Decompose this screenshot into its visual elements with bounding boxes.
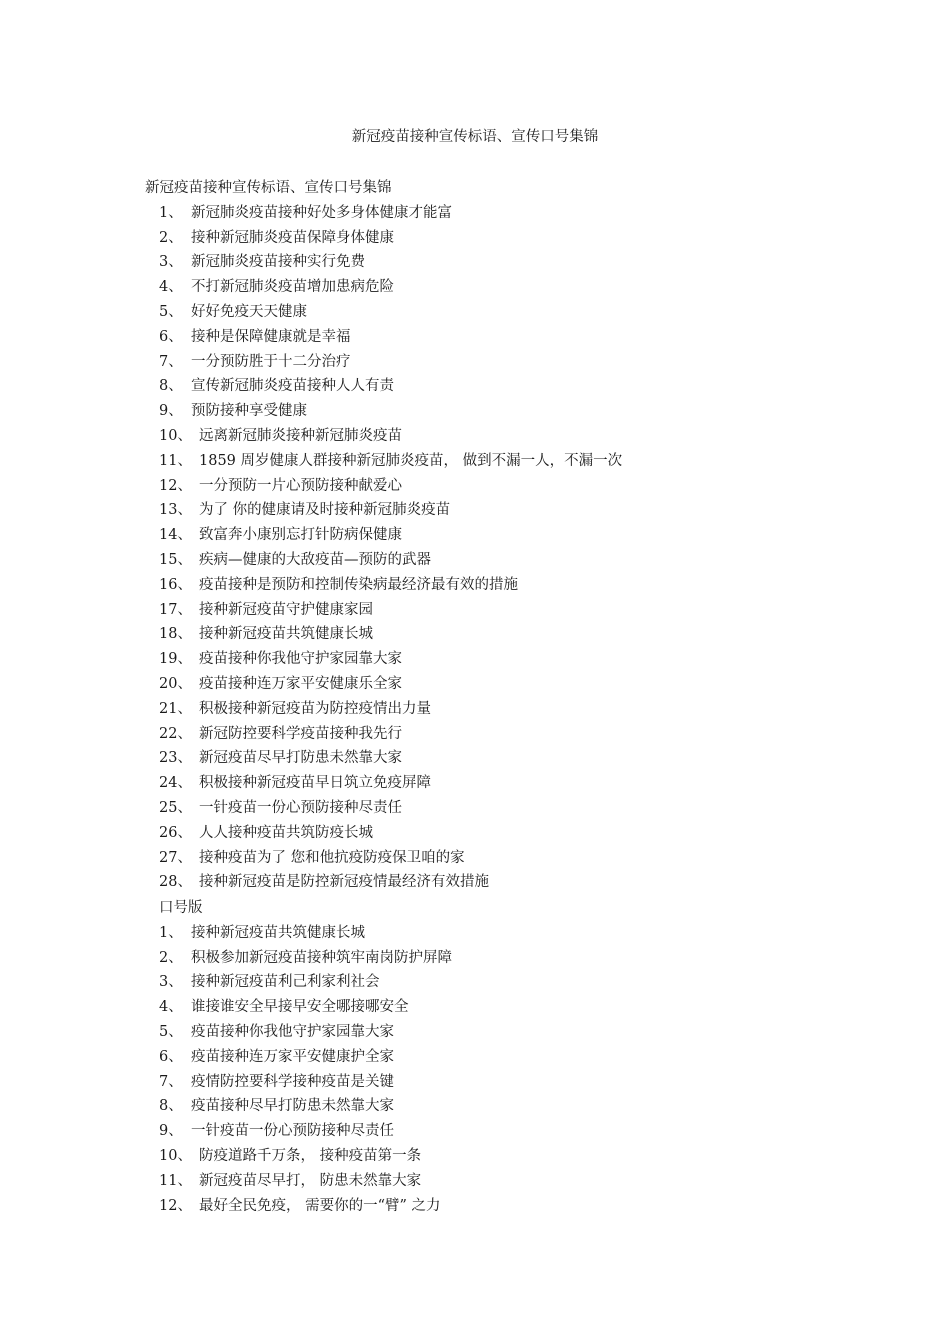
item-text: 疾病—健康的大敌疫苗—预防的武器	[199, 551, 431, 568]
list-item	[145, 771, 622, 796]
document-title: 新冠疫苗接种宣传标语、宣传口号集锦	[351, 129, 599, 145]
item-text: 疫情防控要科学接种疫苗是关键	[191, 1073, 394, 1090]
list-item	[145, 622, 622, 647]
item-text: 不打新冠肺炎疫苗增加患病危险	[191, 279, 394, 296]
item-number: 24、	[159, 775, 192, 792]
list-item	[145, 350, 622, 375]
list-item	[145, 275, 622, 300]
item-number: 23、	[159, 750, 192, 767]
item-text: 积极参加新冠疫苗接种筑牢南岗防护屏障	[191, 949, 452, 966]
item-text: 防疫道路千万条， 接种疫苗第一条	[199, 1147, 422, 1164]
list-item	[145, 921, 452, 946]
item-text: 新冠疫苗尽早打， 防患未然靠大家	[199, 1172, 422, 1189]
item-text: 一分预防胜于十二分治疗	[191, 353, 351, 370]
item-text: 一针疫苗一份心预防接种尽责任	[199, 799, 402, 816]
list-item	[145, 399, 622, 424]
item-text: 疫苗接种连万家平安健康乐全家	[199, 675, 402, 692]
item-number: 7、	[159, 353, 183, 370]
slogan-short-section	[145, 896, 452, 1218]
item-number: 15、	[159, 551, 192, 568]
item-text: 一针疫苗一份心预防接种尽责任	[191, 1123, 394, 1140]
item-text: 好好免疫天天健康	[191, 303, 307, 320]
item-text: 接种新冠疫苗利己利家利社会	[191, 974, 380, 991]
item-number: 2、	[159, 949, 183, 966]
item-text: 新冠肺炎疫苗接种实行免费	[191, 254, 365, 271]
list-item	[145, 846, 622, 871]
list-item	[145, 870, 622, 895]
item-number: 13、	[159, 502, 192, 519]
item-number: 19、	[159, 651, 192, 668]
item-number: 2、	[159, 229, 183, 246]
list-item	[145, 325, 622, 350]
slogan-short-list	[145, 921, 452, 1219]
item-number: 28、	[159, 874, 192, 891]
list-item	[145, 697, 622, 722]
item-number: 9、	[159, 403, 183, 420]
item-text: 疫苗接种连万家平安健康护全家	[191, 1048, 394, 1065]
item-text: 谁接谁安全早接早安全哪接哪安全	[191, 999, 409, 1016]
item-number: 8、	[159, 378, 183, 395]
item-number: 6、	[159, 1048, 183, 1065]
item-text: 致富奔小康别忘打针防病保健康	[199, 527, 402, 544]
list-item	[145, 548, 622, 573]
list-item	[145, 821, 622, 846]
list-item	[145, 995, 452, 1020]
item-text: 疫苗接种是预防和控制传染病最经济最有效的措施	[199, 576, 518, 593]
list-item	[145, 647, 622, 672]
item-text: 新冠肺炎疫苗接种好处多身体健康才能富	[191, 204, 452, 221]
list-item	[145, 226, 622, 251]
item-number: 7、	[159, 1073, 183, 1090]
list-item	[145, 746, 622, 771]
item-number: 3、	[159, 974, 183, 991]
list-item	[145, 1094, 452, 1119]
list-item	[145, 970, 452, 995]
list-item	[145, 1119, 452, 1144]
item-number: 22、	[159, 725, 192, 742]
item-number: 16、	[159, 576, 192, 593]
item-text: 1859 周岁健康人群接种新冠肺炎疫苗， 做到不漏一人，不漏一次	[199, 452, 623, 469]
list-item	[145, 598, 622, 623]
item-text: 接种新冠疫苗是防控新冠疫情最经济有效措施	[199, 874, 489, 891]
slogan-section	[145, 176, 622, 895]
item-text: 接种新冠疫苗守护健康家园	[199, 601, 373, 618]
list-item	[145, 523, 622, 548]
item-text: 积极接种新冠疫苗早日筑立免疫屏障	[199, 775, 431, 792]
item-text: 疫苗接种尽早打防患未然靠大家	[191, 1098, 394, 1115]
list-item	[145, 672, 622, 697]
section-heading: 新冠疫苗接种宣传标语、宣传口号集锦	[145, 180, 392, 196]
item-number: 4、	[159, 279, 183, 296]
item-text: 接种新冠疫苗共筑健康长城	[191, 924, 365, 941]
item-number: 12、	[159, 477, 192, 494]
list-item	[145, 1070, 452, 1095]
list-item	[145, 1045, 452, 1070]
item-number: 1、	[159, 924, 183, 941]
item-text: 新冠防控要科学疫苗接种我先行	[199, 725, 402, 742]
item-number: 27、	[159, 849, 192, 866]
item-number: 12、	[159, 1197, 192, 1214]
item-number: 11、	[159, 452, 192, 469]
item-number: 21、	[159, 700, 192, 717]
item-number: 5、	[159, 1023, 183, 1040]
item-text: 疫苗接种你我他守护家园靠大家	[199, 651, 402, 668]
item-text: 接种新冠疫苗共筑健康长城	[199, 626, 373, 643]
item-number: 14、	[159, 527, 192, 544]
list-item	[145, 374, 622, 399]
item-text: 新冠疫苗尽早打防患未然靠大家	[199, 750, 402, 767]
list-item	[145, 946, 452, 971]
item-text: 远离新冠肺炎接种新冠肺炎疫苗	[199, 427, 402, 444]
item-text: 疫苗接种你我他守护家园靠大家	[191, 1023, 394, 1040]
item-number: 6、	[159, 328, 183, 345]
item-number: 20、	[159, 675, 192, 692]
item-number: 11、	[159, 1172, 192, 1189]
item-text: 接种新冠肺炎疫苗保障身体健康	[191, 229, 394, 246]
item-text: 最好全民免疫， 需要你的一“臂” 之力	[199, 1197, 441, 1214]
list-item	[145, 1169, 452, 1194]
item-number: 8、	[159, 1098, 183, 1115]
list-item	[145, 498, 622, 523]
item-number: 9、	[159, 1123, 183, 1140]
item-number: 18、	[159, 626, 192, 643]
list-item	[145, 424, 622, 449]
list-item	[145, 250, 622, 275]
item-number: 25、	[159, 799, 192, 816]
item-text: 接种疫苗为了 您和他抗疫防疫保卫咱的家	[199, 849, 465, 866]
item-number: 1、	[159, 204, 183, 221]
item-text: 一分预防一片心预防接种献爱心	[199, 477, 402, 494]
item-text: 积极接种新冠疫苗为防控疫情出力量	[199, 700, 431, 717]
item-text: 接种是保障健康就是幸福	[191, 328, 351, 345]
list-item	[145, 722, 622, 747]
list-item	[145, 1020, 452, 1045]
item-number: 26、	[159, 824, 192, 841]
item-number: 5、	[159, 303, 183, 320]
list-item	[145, 449, 622, 474]
item-number: 17、	[159, 601, 192, 618]
list-item	[145, 300, 622, 325]
item-number: 10、	[159, 1147, 192, 1164]
slogan-list	[145, 201, 622, 895]
item-number: 3、	[159, 254, 183, 271]
list-item	[145, 573, 622, 598]
section-heading: 口号版	[159, 900, 203, 916]
item-text: 为了 你的健康请及时接种新冠肺炎疫苗	[199, 502, 451, 519]
list-item	[145, 201, 622, 226]
item-text: 宣传新冠肺炎疫苗接种人人有责	[191, 378, 394, 395]
item-text: 预防接种享受健康	[191, 403, 307, 420]
item-number: 10、	[159, 427, 192, 444]
list-item	[145, 1194, 452, 1219]
item-number: 4、	[159, 999, 183, 1016]
list-item	[145, 474, 622, 499]
item-text: 人人接种疫苗共筑防疫长城	[199, 824, 373, 841]
list-item	[145, 796, 622, 821]
list-item	[145, 1144, 452, 1169]
